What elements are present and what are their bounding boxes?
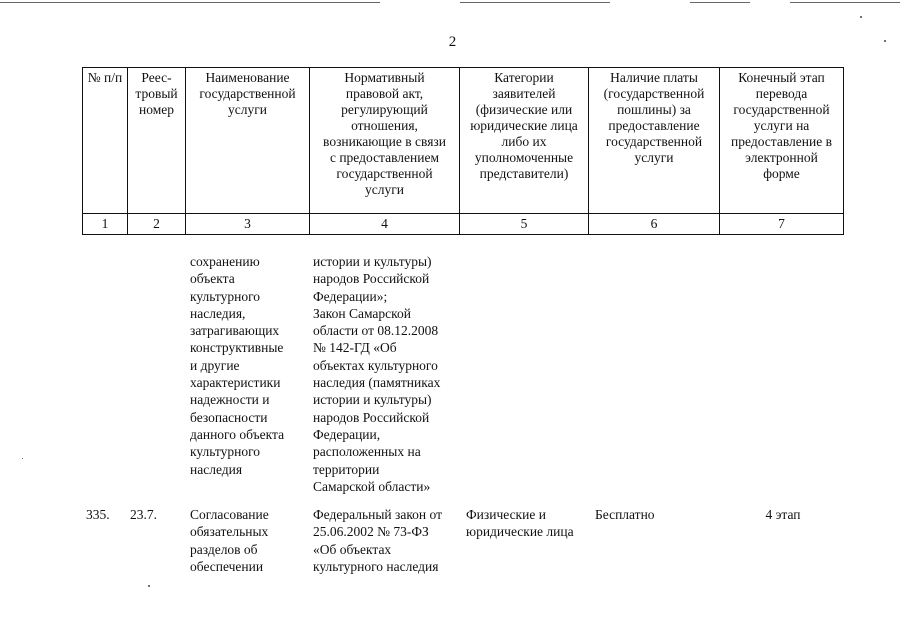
column-number: 7 xyxy=(720,214,844,235)
scan-speck xyxy=(860,16,862,18)
services-table-header xyxy=(82,67,844,235)
scan-speck xyxy=(22,458,23,459)
column-number: 5 xyxy=(460,214,589,235)
header-cell-final-stage: Конечный этап перевода государственной услуги на предоставление в электронной форме xyxy=(720,68,844,214)
header-cell-service-name: Наименование государственной услуги xyxy=(186,68,310,214)
row-service-name: Согласование обязательных разделов об обеспечении xyxy=(190,507,269,574)
continuation-service-name: сохранению объекта культурного наследия, затрагивающих конструктивные и другие характеристики надежности и безопасности данного объекта культурного наследия xyxy=(190,254,285,477)
header-cell-legal-act: Нормативный правовой акт, регулирующий отношения, возникающие в связи с предоставлением государственной услуги xyxy=(310,68,460,214)
scan-edge-line xyxy=(0,2,380,3)
row-number: 335. xyxy=(86,507,110,522)
page-number: 2 xyxy=(448,34,457,50)
column-number: 2 xyxy=(128,214,186,235)
row-registry-number: 23.7. xyxy=(130,507,157,522)
column-number: 1 xyxy=(83,214,128,235)
header-row xyxy=(83,68,844,214)
header-cell-number: № п/п xyxy=(83,68,128,214)
scan-speck xyxy=(148,585,150,587)
column-number-row xyxy=(83,214,844,235)
column-number: 6 xyxy=(589,214,720,235)
header-cell-registry: Реес- тровый номер xyxy=(128,68,186,214)
continuation-legal-act: истории и культуры) народов Российской Федерации»; Закон Самарской области от 08.12.2008 № 142-ГД «Об объектах культурного наследия (памятниках истории и культуры) народов Российской Федерации, расположенных на территории Самарской области» xyxy=(313,254,441,494)
row-legal-act: Федеральный закон от 25.06.2002 № 73-ФЗ «Об объектах культурного наследия xyxy=(313,507,443,574)
scan-edge-line xyxy=(690,2,750,3)
column-number: 4 xyxy=(310,214,460,235)
row-applicants: Физические и юридические лица xyxy=(466,507,574,540)
header-cell-applicants: Категории заявителей (физические или юридические лица либо их уполномоченные представители) xyxy=(460,68,589,214)
scan-edge-line xyxy=(460,2,610,3)
scan-edge-line xyxy=(790,2,900,3)
row-final-stage: 4 этап xyxy=(765,507,801,522)
header-cell-fee: Наличие платы (государственной пошлины) за предоставление государственной услуги xyxy=(589,68,720,214)
row-fee: Бесплатно xyxy=(595,507,655,522)
column-number: 3 xyxy=(186,214,310,235)
